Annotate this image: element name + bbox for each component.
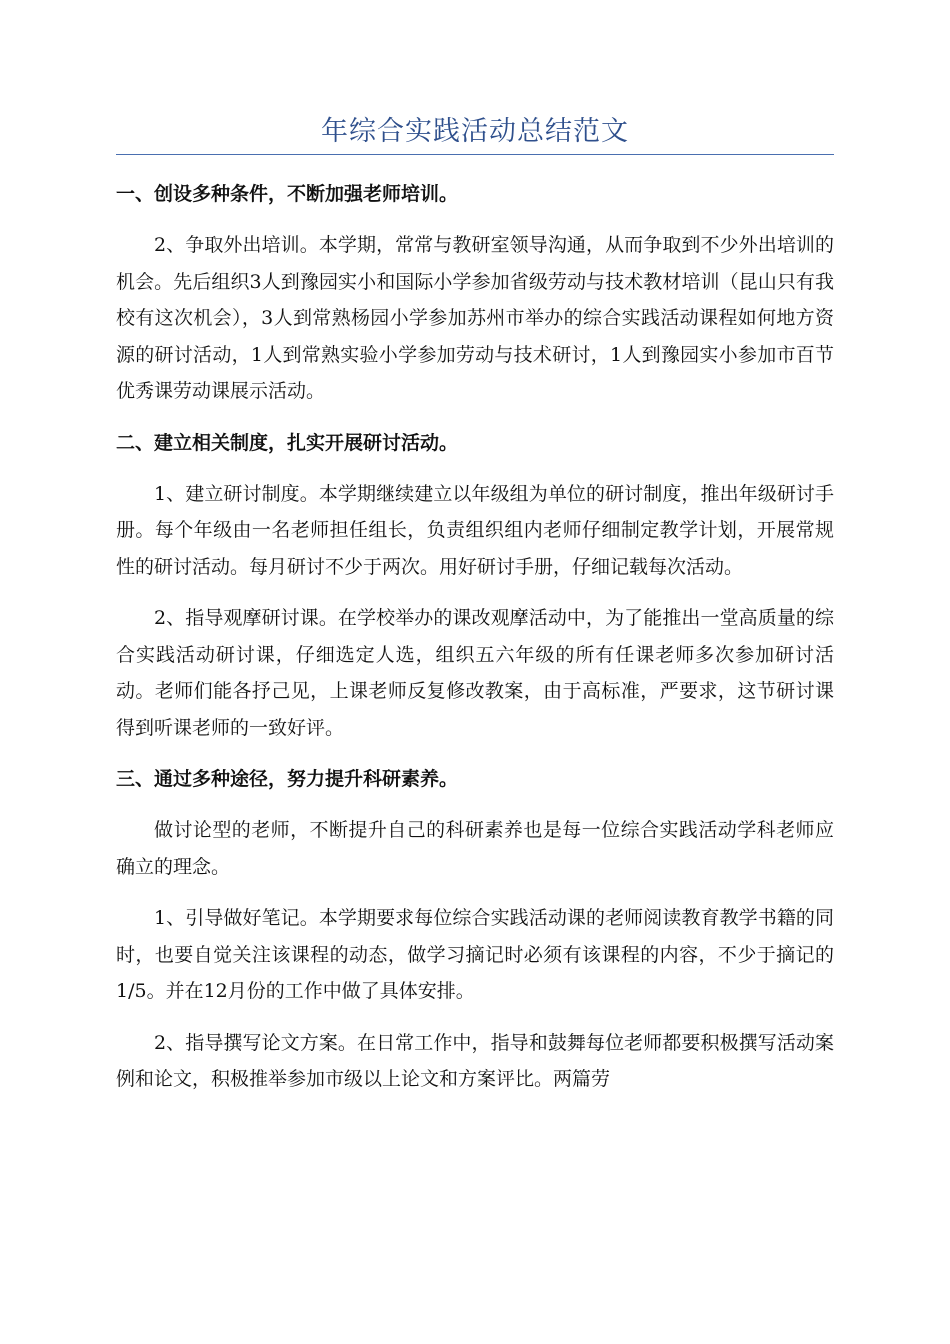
paragraph-notes: 1、引导做好笔记。本学期要求每位综合实践活动课的老师阅读教育教学书籍的同时，也要自觉关注该课程的动态，做学习摘记时必须有该课程的内容，不少于摘记的1/5。并在12月份的工作中做了具体安排。 [116, 907, 834, 1002]
paragraph-outside-training: 2、争取外出培训。本学期，常常与教研室领导沟通，从而争取到不少外出培训的机会。先后组织3人到豫园实小和国际小学参加省级劳动与技术教材培训（昆山只有我校有这次机会），3人到常熟杨园小学参加苏州市举办的综合实践活动课程如何地方资源的研讨活动，1人到常熟实验小学参加劳动与技术研讨，1人到豫园实小参加市百节优秀课劳动课展示活动。 [116, 234, 834, 402]
section-heading-3: 三、通过多种途径，努力提升科研素养。 [116, 768, 459, 790]
title-underline [116, 154, 834, 155]
section-heading-2: 二、建立相关制度，扎实开展研讨活动。 [116, 431, 459, 454]
paragraph-research-teacher: 做讨论型的老师，不断提升自己的科研素养也是每一位综合实践活动学科老师应确立的理念。 [116, 819, 834, 878]
document-title: 年综合实践活动总结范文 [321, 116, 629, 147]
paragraph-observation-class: 2、指导观摩研讨课。在学校举办的课改观摩活动中，为了能推出一堂高质量的综合实践活动研讨课，仔细选定人选，组织五六年级的所有任课老师多次参加研讨活动。老师们能各抒己见，上课老师反复修改教案，由于高标准，严要求，这节研讨课得到听课老师的一致好评。 [116, 607, 834, 739]
paragraph-research-system: 1、建立研讨制度。本学期继续建立以年级组为单位的研讨制度，推出年级研讨手册。每个年级由一名老师担任组长，负责组织组内老师仔细制定教学计划，开展常规性的研讨活动。每月研讨不少于两次。用好研讨手册，仔细记载每次活动。 [116, 482, 834, 578]
section-heading-1: 一、创设多种条件，不断加强老师培训。 [116, 183, 459, 205]
paragraph-papers: 2、指导撰写论文方案。在日常工作中，指导和鼓舞每位老师都要积极撰写活动案例和论文，积极推举参加市级以上论文和方案评比。两篇劳 [116, 1031, 834, 1090]
document-body [116, 176, 834, 1113]
